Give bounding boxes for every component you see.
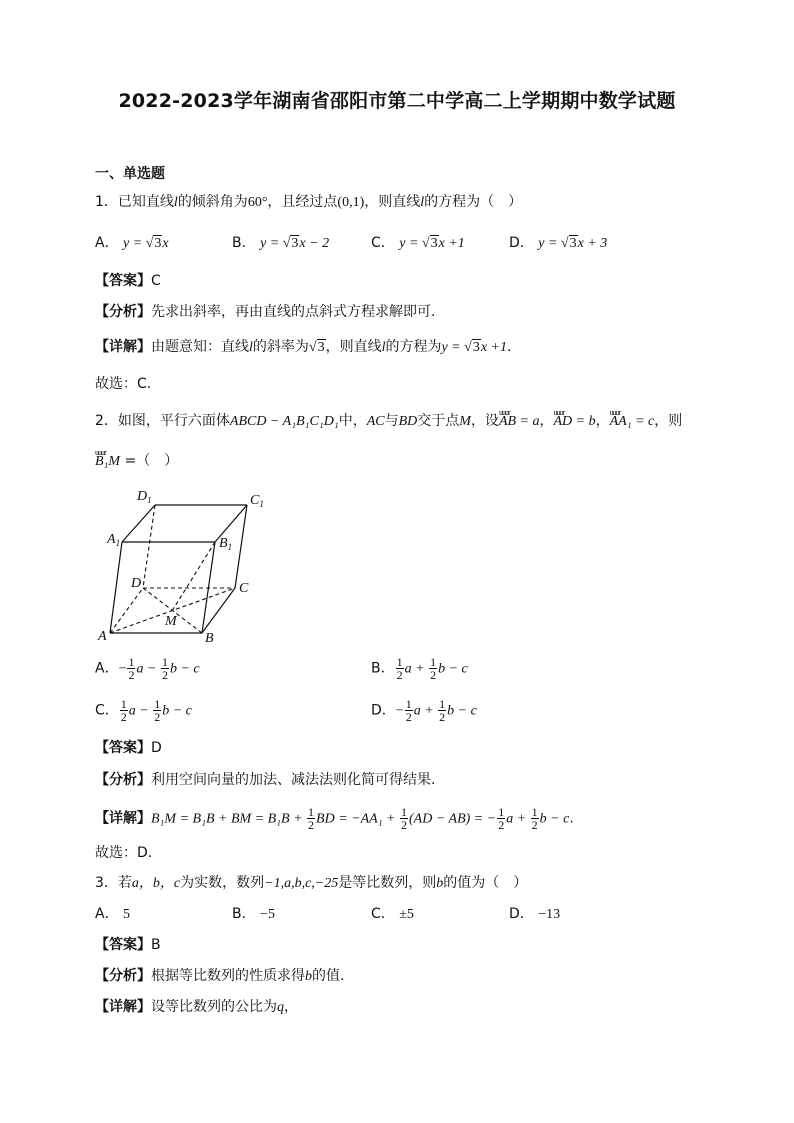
question-3-stem: 3．若a，b，c为实数，数列−1,a,b,c,−25是等比数列，则b的值为（ ） — [95, 875, 528, 891]
q3-answer: 【答案】B — [95, 937, 161, 953]
edge-d1d — [143, 505, 155, 588]
label-d: D — [131, 576, 142, 591]
question-1-stem: 1．已知直线l的倾斜角为60°，且经过点(0,1)，则直线l的方程为（ ） — [95, 194, 523, 210]
q2-analysis: 【分析】利用空间向量的加法、减法法则化简可得结果. — [95, 772, 436, 788]
page-title: 2022-2023学年湖南省邵阳市第二中学高二上学期期中数学试题 — [118, 90, 676, 112]
q1-option-d: D． y = √3x + 3 — [509, 235, 608, 251]
q1-analysis: 【分析】先求出斜率，再由直线的点斜式方程求解即可. — [95, 304, 436, 320]
q2-option-a: A．− $\frac{1}{2}$ a − $\frac{1}{2}$ b − c — [95, 655, 200, 682]
q2-answer: 【答案】D — [95, 740, 162, 756]
q2-choose: 故选：D. — [95, 845, 153, 861]
label-b1: $B_1$ — [219, 536, 233, 552]
q3-option-d: D． −13 — [509, 906, 561, 922]
q1-choose: 故选：C. — [95, 376, 152, 392]
label-c: C — [239, 581, 249, 596]
label-b: B — [205, 631, 214, 646]
q3-option-c: C． ±5 — [371, 906, 414, 922]
q2-detail: 【详解】B₁M = B₁B + BM = B₁B + $\frac{1}{2}$ BD = −AA₁ + $\frac{1}{2}$ (AD − AB) = − $\frac{1}{2}$ a + $\frac{1}{2}$ b − c. — [95, 805, 574, 832]
label-a1: $A_1$ — [107, 532, 121, 548]
q3-option-a: A． 5 — [95, 906, 131, 922]
label-d1: $D_1$ — [137, 489, 152, 505]
label-a: A — [98, 629, 107, 644]
q2-option-c: C． $\frac{1}{2}$ a − $\frac{1}{2}$ b − c — [95, 697, 192, 724]
question-2-stem-cont: uuur B₁M =（ ） — [95, 452, 178, 471]
q1-option-a: A． y = √3x — [95, 235, 169, 251]
q1-detail: 【详解】由题意知：直线l的斜率为√3，则直线l的方程为y = √3x +1. — [95, 339, 512, 355]
q1-answer: 【答案】C — [95, 273, 161, 289]
question-2-stem: 2．如图，平行六面体ABCD − A₁B₁C₁D₁中，AC与BD交于点M，设uuur AB = a，uuur AD = b，uuur AA₁ = c，则 — [95, 412, 682, 431]
q1-option-b: B． y = √3x − 2 — [232, 235, 330, 251]
label-c1: $C_1$ — [250, 493, 264, 509]
q1-option-c: C． y = √3x +1 — [371, 235, 465, 251]
label-m: M — [165, 614, 177, 629]
q3-detail: 【详解】设等比数列的公比为q， — [95, 999, 298, 1015]
q3-analysis: 【分析】根据等比数列的性质求得b的值. — [95, 968, 345, 984]
parallelepiped-figure — [95, 480, 285, 650]
seg-b1m — [172, 542, 215, 611]
q3-option-b: B． −5 — [232, 906, 275, 922]
q2-option-b: B． $\frac{1}{2}$ a + $\frac{1}{2}$ b − c — [371, 655, 468, 682]
section-heading: 一、单选题 — [95, 166, 165, 182]
q2-option-d: D．− $\frac{1}{2}$ a + $\frac{1}{2}$ b − c — [371, 697, 477, 724]
